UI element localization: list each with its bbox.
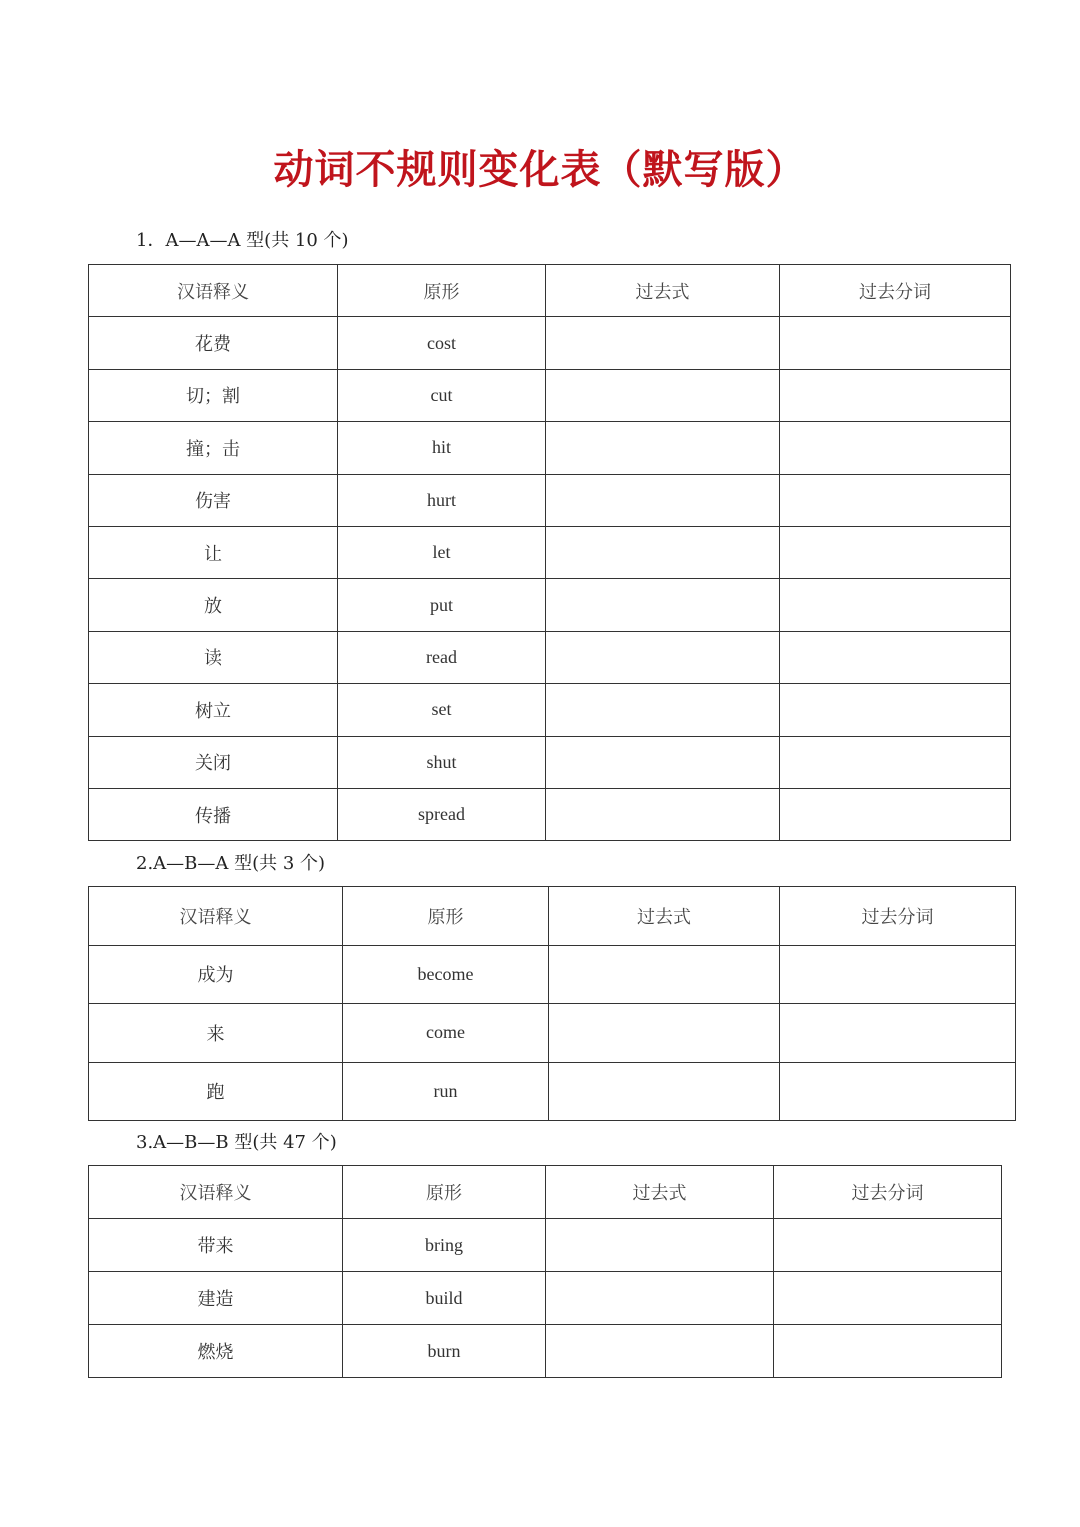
cell-meaning: 撞；击 [89, 422, 338, 474]
table-row [89, 474, 1011, 526]
cell-past-blank[interactable] [546, 369, 780, 421]
cell-past-blank[interactable] [546, 579, 780, 631]
cell-base: cut [338, 369, 546, 421]
cell-past-blank[interactable] [546, 1272, 774, 1325]
cell-past-blank[interactable] [549, 1062, 780, 1121]
cell-past-blank[interactable] [546, 684, 780, 736]
table-header-row [89, 265, 1011, 317]
cell-participle-blank[interactable] [780, 317, 1011, 369]
cell-meaning: 读 [89, 631, 338, 683]
cell-meaning: 树立 [89, 684, 338, 736]
cell-past-blank[interactable] [546, 631, 780, 683]
cell-base: read [338, 631, 546, 683]
table-row [89, 1272, 1002, 1325]
header-base: 原形 [338, 265, 546, 317]
header-participle: 过去分词 [774, 1166, 1002, 1219]
cell-meaning: 伤害 [89, 474, 338, 526]
section-heading-abb: 3.A—B—B 型(共 47 个) [136, 1132, 337, 1153]
cell-meaning: 来 [89, 1004, 343, 1063]
cell-past-blank[interactable] [546, 317, 780, 369]
cell-participle-blank[interactable] [774, 1272, 1002, 1325]
table-header-row [89, 1166, 1002, 1219]
cell-participle-blank[interactable] [780, 526, 1011, 578]
table-row [89, 579, 1011, 631]
table-row [89, 631, 1011, 683]
cell-participle-blank[interactable] [780, 1004, 1016, 1063]
verb-table-aaa [88, 264, 1011, 841]
cell-base: become [343, 945, 549, 1004]
cell-participle-blank[interactable] [780, 474, 1011, 526]
table-row [89, 945, 1016, 1004]
cell-meaning: 带来 [89, 1219, 343, 1272]
table-row [89, 317, 1011, 369]
table-row [89, 369, 1011, 421]
cell-meaning: 花费 [89, 317, 338, 369]
table-row [89, 684, 1011, 736]
section-heading-aaa: 1．A—A—A 型(共 10 个) [136, 230, 349, 251]
header-past: 过去式 [546, 265, 780, 317]
cell-participle-blank[interactable] [780, 1062, 1016, 1121]
header-meaning: 汉语释义 [89, 1166, 343, 1219]
header-meaning: 汉语释义 [89, 265, 338, 317]
cell-participle-blank[interactable] [780, 736, 1011, 788]
table-header-row [89, 887, 1016, 946]
cell-meaning: 跑 [89, 1062, 343, 1121]
cell-meaning: 建造 [89, 1272, 343, 1325]
table-row [89, 526, 1011, 578]
table-row [89, 422, 1011, 474]
cell-base: let [338, 526, 546, 578]
page-title: 动词不规则变化表（默写版） [273, 147, 807, 193]
cell-base: hit [338, 422, 546, 474]
cell-base: cost [338, 317, 546, 369]
table-row [89, 788, 1011, 840]
header-participle: 过去分词 [780, 265, 1011, 317]
cell-participle-blank[interactable] [774, 1219, 1002, 1272]
cell-participle-blank[interactable] [780, 945, 1016, 1004]
cell-past-blank[interactable] [546, 422, 780, 474]
header-participle: 过去分词 [780, 887, 1016, 946]
header-past: 过去式 [549, 887, 780, 946]
cell-base: set [338, 684, 546, 736]
cell-meaning: 成为 [89, 945, 343, 1004]
cell-past-blank[interactable] [546, 474, 780, 526]
cell-meaning: 燃烧 [89, 1325, 343, 1378]
cell-past-blank[interactable] [546, 526, 780, 578]
verb-table-abb [88, 1165, 1002, 1378]
cell-base: come [343, 1004, 549, 1063]
cell-base: burn [343, 1325, 546, 1378]
cell-past-blank[interactable] [546, 736, 780, 788]
cell-base: spread [338, 788, 546, 840]
cell-base: build [343, 1272, 546, 1325]
cell-past-blank[interactable] [546, 1325, 774, 1378]
cell-base: bring [343, 1219, 546, 1272]
table-row [89, 1325, 1002, 1378]
cell-base: put [338, 579, 546, 631]
cell-participle-blank[interactable] [780, 579, 1011, 631]
cell-meaning: 让 [89, 526, 338, 578]
cell-participle-blank[interactable] [780, 631, 1011, 683]
cell-past-blank[interactable] [549, 945, 780, 1004]
cell-meaning: 关闭 [89, 736, 338, 788]
table-row [89, 736, 1011, 788]
cell-meaning: 放 [89, 579, 338, 631]
header-past: 过去式 [546, 1166, 774, 1219]
cell-participle-blank[interactable] [780, 422, 1011, 474]
cell-meaning: 切；割 [89, 369, 338, 421]
cell-past-blank[interactable] [549, 1004, 780, 1063]
cell-participle-blank[interactable] [780, 369, 1011, 421]
cell-past-blank[interactable] [546, 1219, 774, 1272]
cell-participle-blank[interactable] [774, 1325, 1002, 1378]
cell-participle-blank[interactable] [780, 684, 1011, 736]
verb-table-aba [88, 886, 1016, 1121]
cell-base: shut [338, 736, 546, 788]
cell-base: hurt [338, 474, 546, 526]
header-base: 原形 [343, 1166, 546, 1219]
table-row [89, 1219, 1002, 1272]
table-row [89, 1062, 1016, 1121]
table-row [89, 1004, 1016, 1063]
cell-base: run [343, 1062, 549, 1121]
header-meaning: 汉语释义 [89, 887, 343, 946]
header-base: 原形 [343, 887, 549, 946]
cell-past-blank[interactable] [546, 788, 780, 840]
cell-participle-blank[interactable] [780, 788, 1011, 840]
section-heading-aba: 2.A—B—A 型(共 3 个) [136, 853, 326, 874]
cell-meaning: 传播 [89, 788, 338, 840]
